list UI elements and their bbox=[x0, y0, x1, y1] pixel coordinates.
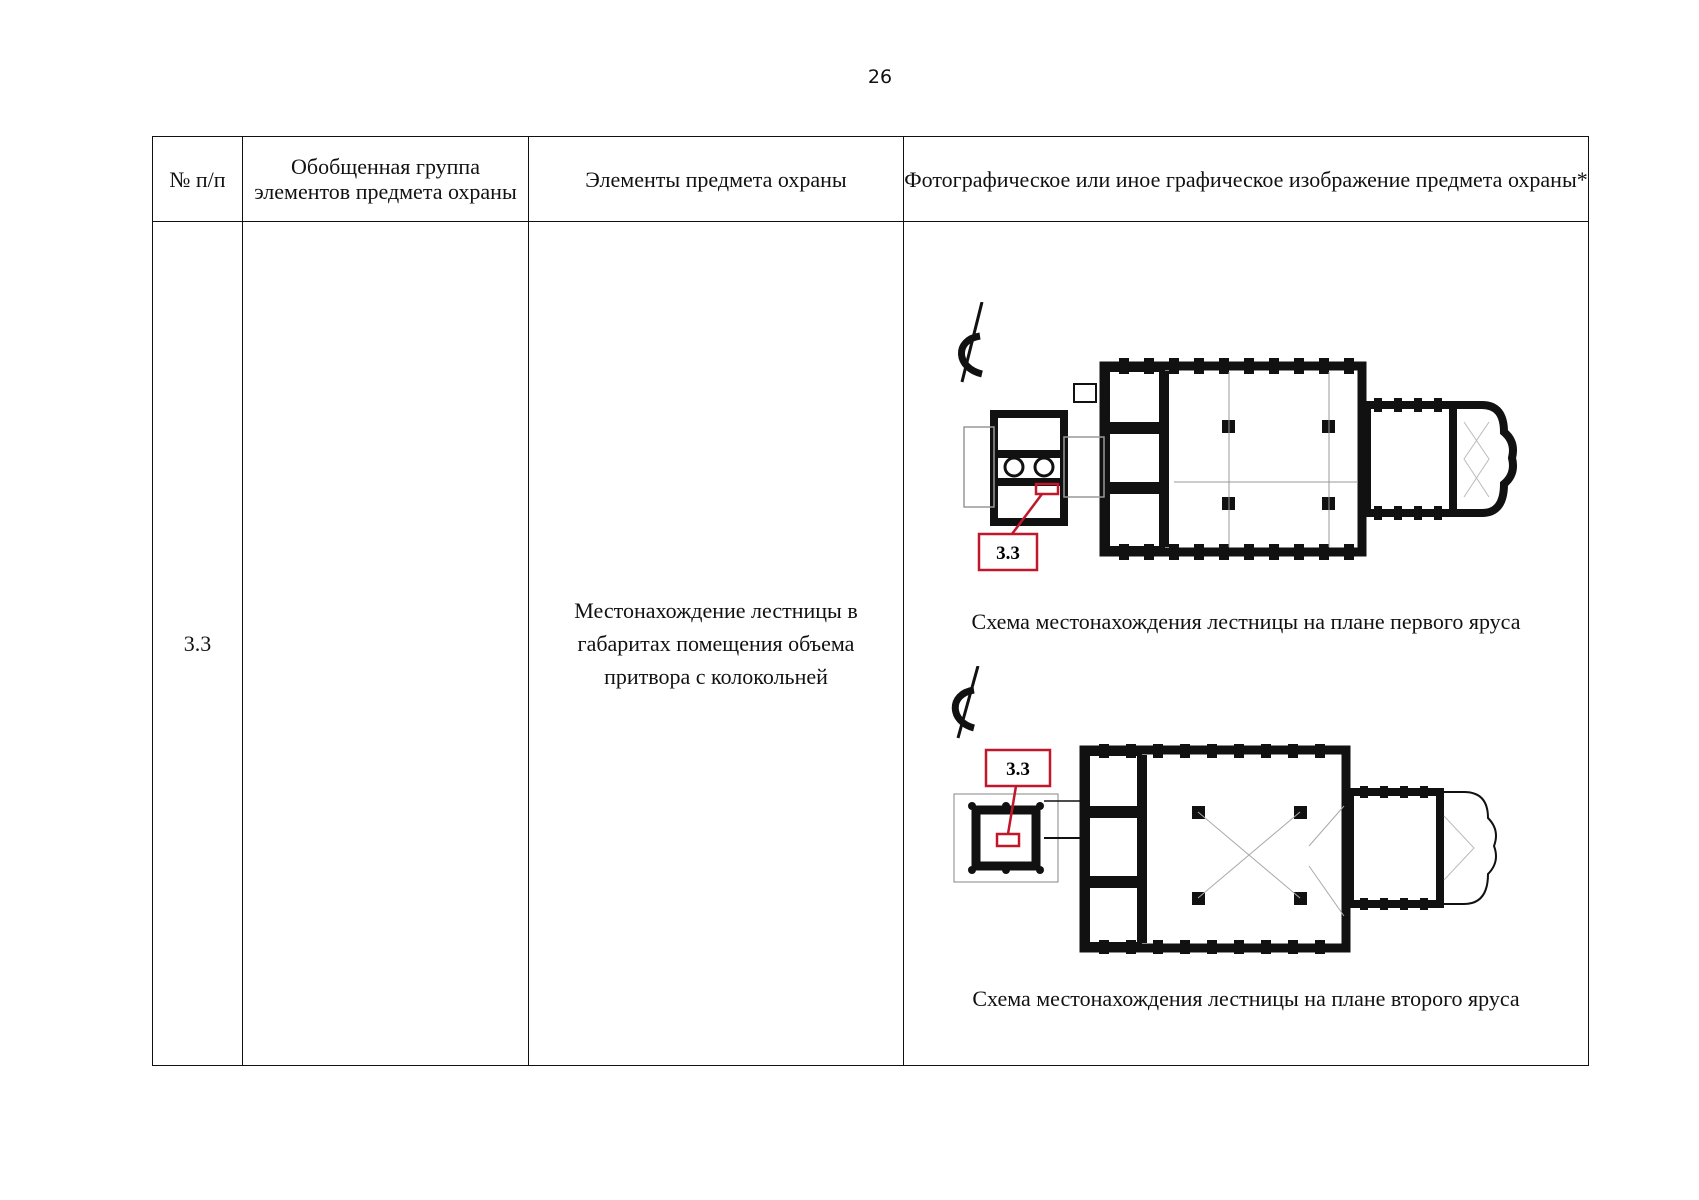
table-header-row bbox=[153, 137, 1589, 222]
caption-first-tier: Схема местонахождения лестницы на плане первого яруса bbox=[971, 609, 1521, 634]
row-elements bbox=[529, 222, 904, 1066]
marker-label-second: 3.3 bbox=[1006, 759, 1030, 780]
row-group bbox=[243, 222, 529, 1066]
axis-symbol-icon bbox=[955, 666, 978, 738]
row-images bbox=[904, 222, 1589, 1066]
row-num: 3.3 bbox=[153, 222, 243, 1066]
protection-table bbox=[152, 136, 1589, 1066]
first-tier-plan bbox=[904, 302, 1589, 582]
header-group: Обобщенная группа элементов предмета охраны bbox=[243, 137, 529, 222]
second-tier-plan bbox=[904, 666, 1589, 956]
marker-label-first: 3.3 bbox=[996, 543, 1020, 564]
caption-second-tier: Схема местонахождения лестницы на плане второго яруса bbox=[972, 986, 1520, 1011]
header-elements: Элементы предмета охраны bbox=[529, 137, 904, 222]
axis-symbol-icon bbox=[961, 302, 982, 382]
header-image: Фотографическое или иное графическое изображение предмета охраны* bbox=[904, 137, 1589, 222]
row-elements-text: Местонахождение лестницы в габаритах помещения объема притвора с колокольней bbox=[574, 598, 858, 689]
header-num: № п/п bbox=[153, 137, 243, 222]
page-number: 26 bbox=[867, 66, 893, 88]
table-row bbox=[153, 222, 1589, 1066]
